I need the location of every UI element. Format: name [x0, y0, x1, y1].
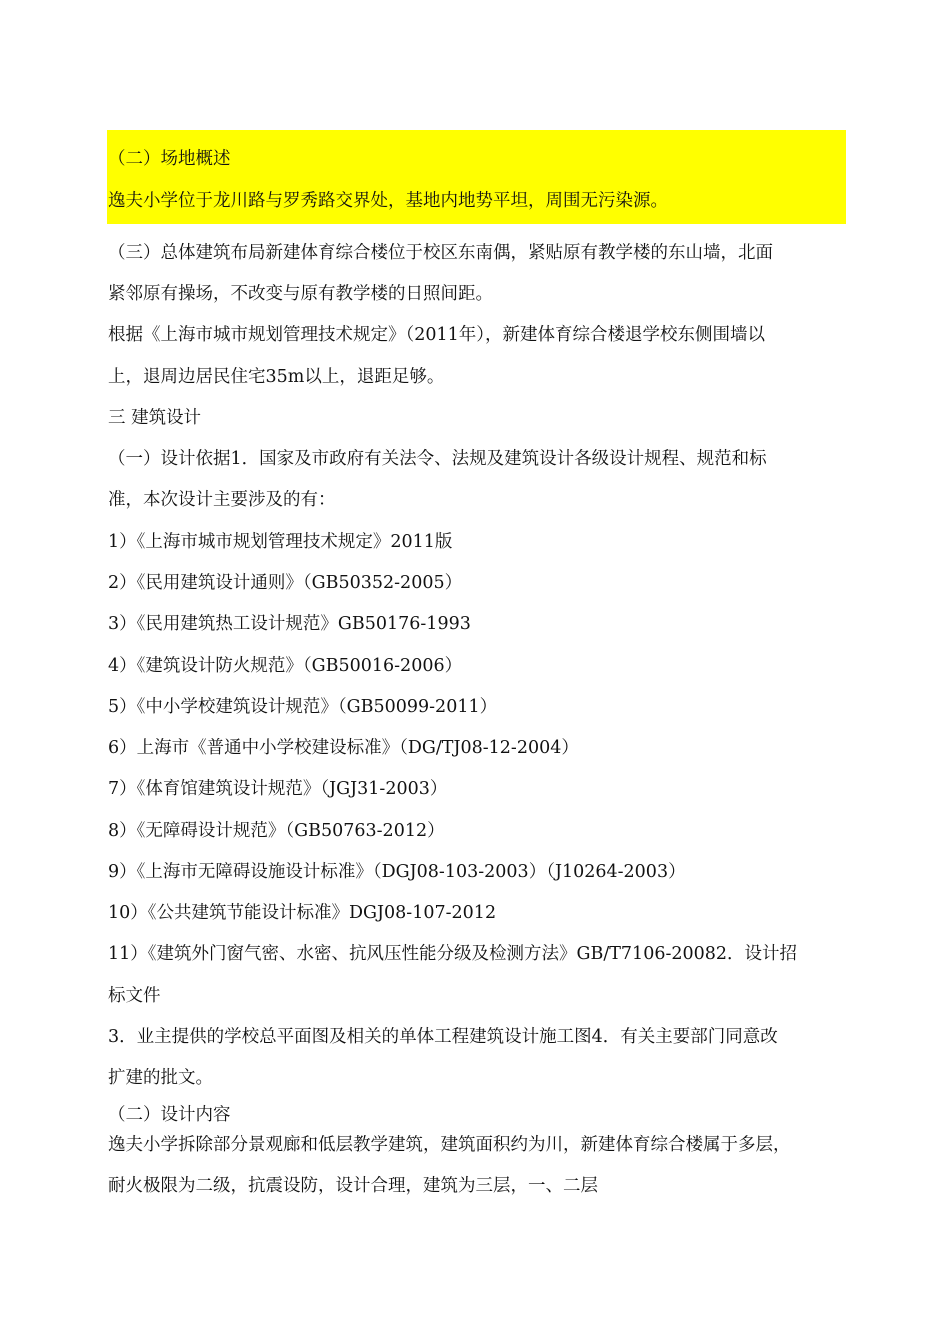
list-item: 4）《建筑设计防火规范》（GB50016-2006）: [108, 656, 463, 676]
paragraph-line: 扩建的批文。: [108, 1068, 213, 1088]
list-item: 7）《体育馆建筑设计规范》（JGJ31-2003）: [108, 779, 448, 799]
list-item: 3）《民用建筑热工设计规范》GB50176-1993: [108, 614, 471, 634]
list-item: 11）《建筑外门窗气密、水密、抗风压性能分级及检测方法》GB/T7106-20082．设计招: [108, 944, 798, 964]
paragraph-line: 逸夫小学拆除部分景观廊和低层教学建筑，建筑面积约为川，新建体育综合楼属于多层，: [108, 1135, 791, 1155]
list-item: 2）《民用建筑设计通则》（GB50352-2005）: [108, 573, 463, 593]
list-item: 6）上海市《普通中小学校建设标准》（DG/TJ08-12-2004）: [108, 738, 579, 758]
list-item: 9）《上海市无障碍设施设计标准》（DGJ08-103-2003）（J10264-2003）: [108, 862, 686, 882]
paragraph-line: 紧邻原有操场，不改变与原有教学楼的日照间距。: [108, 284, 493, 304]
list-item: 10）《公共建筑节能设计标准》DGJ08-107-2012: [108, 903, 497, 923]
paragraph-line: 3．业主提供的学校总平面图及相关的单体工程建筑设计施工图4．有关主要部门同意改: [108, 1027, 778, 1047]
heading-site-overview: （二）场地概述: [108, 149, 231, 169]
paragraph-line: （一）设计依据1．国家及市政府有关法令、法规及建筑设计各级设计规程、规范和标: [108, 449, 767, 469]
list-item: 1）《上海市城市规划管理技术规定》2011版: [108, 532, 453, 552]
list-item: 5）《中小学校建筑设计规范》（GB50099-2011）: [108, 697, 498, 717]
paragraph-line: 上，退周边居民住宅35m以上，退距足够。: [108, 367, 445, 387]
list-item: 标文件: [108, 986, 161, 1006]
paragraph-line: 逸夫小学位于龙川路与罗秀路交界处，基地内地势平坦，周围无污染源。: [108, 191, 668, 211]
list-item: 8）《无障碍设计规范》（GB50763-2012）: [108, 821, 445, 841]
paragraph-line: 准，本次设计主要涉及的有：: [108, 490, 336, 510]
paragraph-line: （三）总体建筑布局新建体育综合楼位于校区东南偶，紧贴原有教学楼的东山墙，北面: [108, 243, 773, 263]
paragraph-line: 耐火极限为二级，抗震设防，设计合理，建筑为三层，一、二层: [108, 1176, 598, 1196]
section-heading: 三 建筑设计: [108, 408, 202, 428]
subsection-heading: （二）设计内容: [108, 1105, 231, 1125]
paragraph-line: 根据《上海市城市规划管理技术规定》（2011年），新建体育综合楼退学校东侧围墙以: [108, 325, 766, 345]
